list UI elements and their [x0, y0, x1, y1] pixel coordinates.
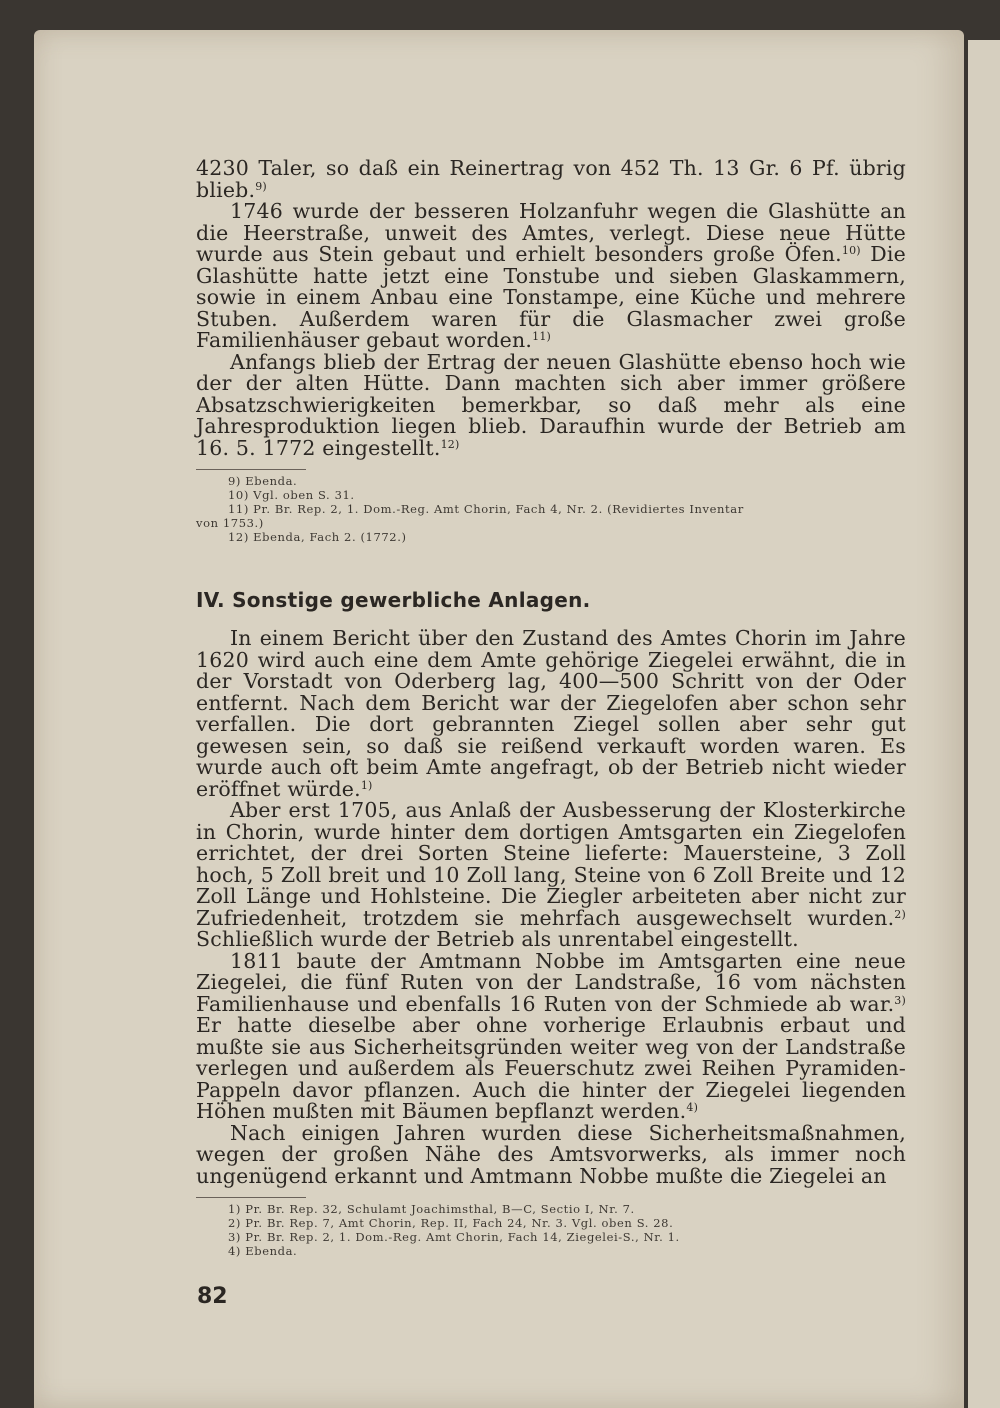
footnote-divider [196, 469, 306, 470]
paragraph-text: Die Glashütte hatte jetzt eine Tonstube und sieben Glaskammern, sowie in einem Anbau eine Tonstampe, eine Küche und mehrere Stuben. Außerdem waren für die Glasmacher zwei große Familienhäuser gebaut worden. [196, 242, 906, 352]
paragraph [196, 628, 906, 800]
footnote: 1) Pr. Br. Rep. 32, Schulamt Joachimsthal, B—C, Sectio I, Nr. 7. [228, 1202, 635, 1216]
footnote-ref: 12) [440, 437, 460, 451]
page-number: 82 [197, 1284, 228, 1309]
footnote-ref: 4) [686, 1101, 699, 1114]
footnote-continuation: von 1753.) [196, 516, 264, 530]
paragraph-text: 1746 wurde der besseren Holzanfuhr wegen die Glashütte an die Heerstraße, unweit des Amtes, verlegt. Diese neue Hütte wurde aus Stein gebaut und erhielt besonders große Öfen. [196, 199, 906, 266]
footnote: 10) Vgl. oben S. 31. [228, 488, 355, 502]
footnote-ref: 1) [360, 778, 373, 792]
footnote-ref: 3) [894, 993, 906, 1007]
paragraph-text: 4230 Taler, so daß ein Reinertrag von 452 Th. 13 Gr. 6 Pf. übrig blieb. [196, 156, 906, 202]
paragraph-text: In einem Bericht über den Zustand des Amtes Chorin im Jahre 1620 wird auch eine dem Amte gehörige Ziegelei erwähnt, die in der Vorstadt von Oderberg lag, 400—500 Schritt von der Oder entfernt. Nach dem Bericht war der Ziegelofen aber schon sehr verfallen. Die dort gebrannten Ziegel sollen aber sehr gut gewesen sein, so daß sie reißend verkauft worden waren. Es wurde auch oft beim Amte angefragt, ob der Betrieb nicht wieder eröffnet würde. [196, 626, 906, 801]
footnote-ref: 10) [841, 244, 861, 257]
footnote: 9) Ebenda. [228, 474, 298, 488]
paragraph [196, 1120, 906, 1188]
paragraph [196, 349, 906, 460]
footnote-ref: 9) [255, 179, 267, 193]
footnote-divider [196, 1197, 306, 1198]
paragraph-text: Anfangs blieb der Ertrag der neuen Glashütte ebenso hoch wie der der alten Hütte. Dann machten sich aber immer größere Absatzschwierigkeiten bemerkbar, so daß mehr als eine Jahresproduktion liegen blieb. Daraufhin wurde der Betrieb am 16. 5. 1772 eingestellt. [196, 349, 906, 460]
paragraph [196, 158, 906, 201]
body-text-section [196, 628, 906, 1187]
footnote: 12) Ebenda, Fach 2. (1772.) [228, 530, 407, 544]
footnotes-top [196, 474, 906, 544]
footnote: 4) Ebenda. [228, 1244, 298, 1258]
footnote: 11) Pr. Br. Rep. 2, 1. Dom.-Reg. Amt Chorin, Fach 4, Nr. 2. (Revidiertes Inventar [228, 502, 744, 516]
facing-page-edge [968, 40, 1000, 1408]
paragraph-text: Schließlich wurde der Betrieb als unrentabel eingestellt. [196, 927, 799, 951]
paragraph-text: 1811 baute der Amtmann Nobbe im Amtsgarten eine neue Ziegelei, die fünf Ruten von der Landstraße, 16 vom nächsten Familienhause und ebenfalls 16 Ruten von der Schmiede ab war. [196, 948, 906, 1016]
section-heading: IV. Sonstige gewerbliche Anlagen. [196, 588, 591, 612]
paragraph [196, 800, 906, 951]
page-content [196, 158, 906, 1258]
footnote-ref: 11) [532, 330, 552, 343]
paragraph [196, 201, 906, 352]
footnote-ref: 2) [894, 907, 906, 921]
footnote: 3) Pr. Br. Rep. 2, 1. Dom.-Reg. Amt Chorin, Fach 14, Ziegelei-S., Nr. 1. [228, 1230, 680, 1244]
paragraph-text: Aber erst 1705, aus Anlaß der Ausbesserung der Klosterkirche in Chorin, wurde hinter dem dortigen Amtsgarten ein Ziegelofen errichtet, der drei Sorten Steine lieferte: Mauersteine, 3 Zoll hoch, 5 Zoll breit und 10 Zoll lang, Steine von 6 Zoll Breite und 12 Zoll Länge und Hohlsteine. Die Ziegler arbeiteten aber nicht zur Zufriedenheit, trotzdem sie mehrfach ausgewechselt wurden. [196, 798, 906, 930]
paragraph [196, 948, 906, 1123]
footnotes-bottom [196, 1202, 906, 1258]
footnote: 2) Pr. Br. Rep. 7, Amt Chorin, Rep. II, Fach 24, Nr. 3. Vgl. oben S. 28. [228, 1216, 674, 1230]
paragraph-text: Nach einigen Jahren wurden diese Sicherheitsmaßnahmen, wegen der großen Nähe des Amtsvorwerks, als immer noch ungenügend erkannt und Amtmann Nobbe mußte die Ziegelei an [196, 1120, 906, 1188]
paragraph-text: Er hatte dieselbe aber ohne vorherige Erlaubnis erbaut und mußte sie aus Sicherheitsgründen weiter weg von der Landstraße verlegen und außerdem als Feuerschutz zwei Reihen Pyramiden-Pappeln davor pflanzen. Auch die hinter der Ziegelei liegenden Höhen mußten mit Bäumen bepflanzt werden. [196, 1013, 906, 1123]
body-text-top [196, 158, 906, 459]
